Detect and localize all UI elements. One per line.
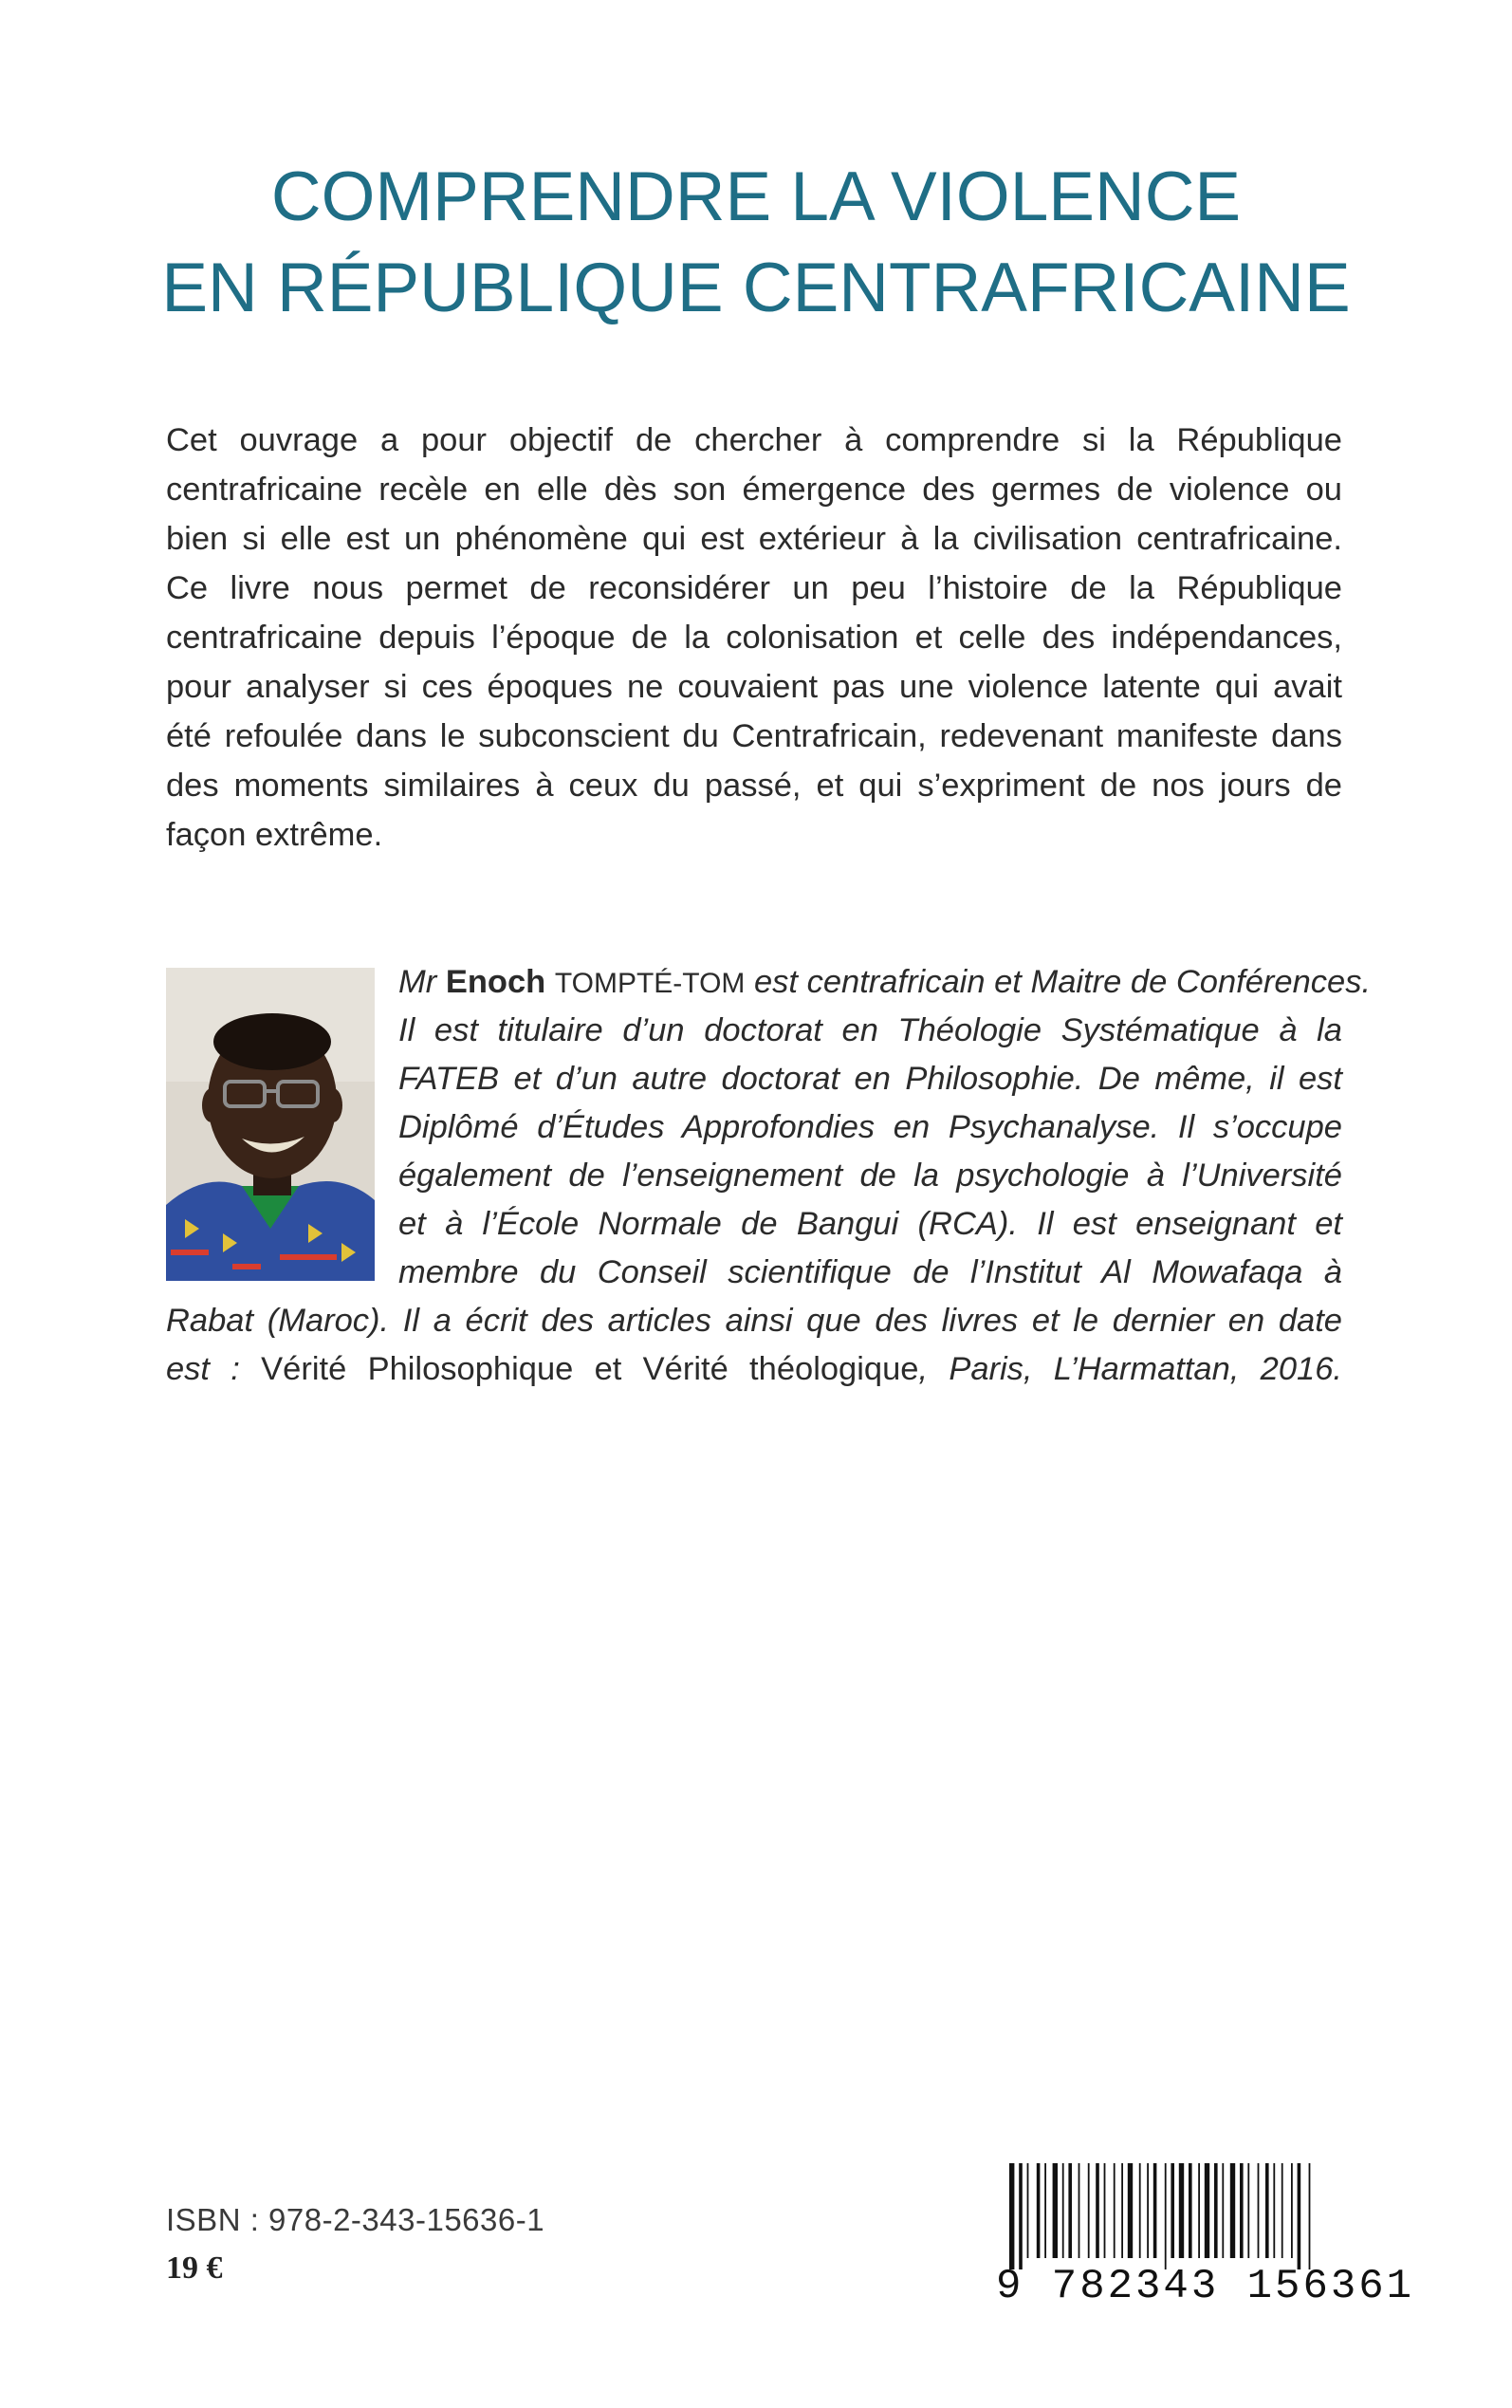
barcode-bar (1198, 2163, 1200, 2258)
isbn: ISBN : 978-2-343-15636-1 (166, 2202, 545, 2237)
barcode-bar (1171, 2163, 1174, 2258)
bio-line: Diplômé d’Études Approfondies en Psychanalyse. Il s’occupe (398, 1109, 1342, 1145)
barcode-digits: 9 782343 156361 (996, 2263, 1415, 2310)
blurb-line: Ce livre nous permet de reconsidérer un peu l’histoire de la République (166, 570, 1342, 606)
barcode-bar (1114, 2163, 1116, 2258)
back-cover-blurb (166, 416, 1342, 860)
bio-line: FATEB et d’un autre doctorat en Philosophie. De même, il est (398, 1061, 1342, 1097)
blurb-line: façon extrême. (166, 817, 383, 853)
author-last-name: TOMPTÉ-TOM (554, 968, 746, 999)
barcode-bar (1214, 2163, 1218, 2258)
blurb-line: centrafricaine depuis l’époque de la colonisation et celle des indépendances, (166, 620, 1342, 656)
bio-line: Il est titulaire d’un doctorat en Théologie Systématique à la (398, 1012, 1342, 1048)
bio-line: membre du Conseil scientifique de l’Institut Al Mowafaqa à (398, 1254, 1342, 1290)
barcode-bar (1044, 2163, 1046, 2258)
bio-prefix: Mr (398, 964, 446, 1000)
bio-last-line (166, 1345, 1342, 1394)
price: 19 € (166, 2251, 223, 2286)
barcode-bar (1104, 2163, 1106, 2258)
barcode-bar (1205, 2163, 1209, 2258)
barcode-bar (1128, 2163, 1133, 2258)
barcode-bar (1079, 2163, 1080, 2258)
barcode-bar (1062, 2163, 1064, 2258)
book-reference: Vérité Philosophique et Vérité théologique (261, 1351, 919, 1387)
bio-line: également de l’enseignement de la psychologie à l’Université (398, 1158, 1342, 1194)
blurb-line: été refoulée dans le subconscient du Centrafricain, redevenant manifeste dans (166, 718, 1342, 754)
barcode-bar (1230, 2163, 1235, 2258)
barcode-bar (1053, 2163, 1058, 2258)
barcode-bar (1096, 2163, 1099, 2258)
barcode-bar (1009, 2163, 1014, 2269)
author-first-name: Enoch (445, 964, 546, 1000)
barcode-bar (1153, 2163, 1157, 2258)
bio-last-prefix: est : (166, 1351, 262, 1387)
barcode-bar (1247, 2163, 1249, 2258)
bio-line: et à l’École Normale de Bangui (RCA). Il est enseignant et (398, 1206, 1342, 1242)
book-title (152, 152, 1360, 334)
title-line-2: EN RÉPUBLIQUE CENTRAFRICAINE (161, 250, 1351, 326)
barcode-bar (1298, 2163, 1301, 2269)
barcode-bar (1068, 2163, 1072, 2258)
bio-last-suffix: , Paris, L’Harmattan, 2016. (918, 1351, 1342, 1387)
blurb-line: Cet ouvrage a pour objectif de chercher à comprendre si la République (166, 422, 1342, 458)
barcode-bar (1121, 2163, 1123, 2258)
blurb-line: bien si elle est un phénomène qui est extérieur à la civilisation centrafricaine. (166, 521, 1342, 557)
barcode-bar (1179, 2163, 1184, 2258)
barcode-bar (1309, 2163, 1311, 2269)
bio-line: Rabat (Maroc). Il a écrit des articles ainsi que des livres et le dernier en date (166, 1303, 1342, 1339)
barcode-bar (1240, 2163, 1244, 2258)
barcode-bar (1265, 2163, 1269, 2258)
barcode-bar (1189, 2163, 1192, 2258)
barcode-bar (1019, 2163, 1023, 2269)
title-line-1: COMPRENDRE LA VIOLENCE (270, 158, 1242, 235)
barcode-bar (1222, 2163, 1224, 2258)
barcode-bar (1291, 2163, 1293, 2258)
barcode-bar (1282, 2163, 1283, 2258)
barcode-bar (1147, 2163, 1149, 2258)
blurb-line: pour analyser si ces époques ne couvaient pas une violence latente qui avait (166, 669, 1342, 705)
barcode-bar (1037, 2163, 1041, 2258)
bio-line-1 (166, 958, 1372, 1007)
barcode-bar (1139, 2163, 1141, 2258)
barcode-bar (1088, 2163, 1090, 2258)
blurb-line: des moments similaires à ceux du passé, et qui s’expriment de nos jours de (166, 768, 1342, 804)
blurb-line: centrafricaine recèle en elle dès son émergence des germes de violence ou (166, 472, 1342, 508)
barcode-bar (1165, 2163, 1167, 2269)
author-bio (166, 958, 1372, 1394)
barcode-bar (1258, 2163, 1260, 2258)
bio-line-1-rest: est centrafricain et Maitre de Conférences. (745, 964, 1372, 1000)
barcode-bar (1027, 2163, 1029, 2258)
barcode-bar (1273, 2163, 1275, 2258)
